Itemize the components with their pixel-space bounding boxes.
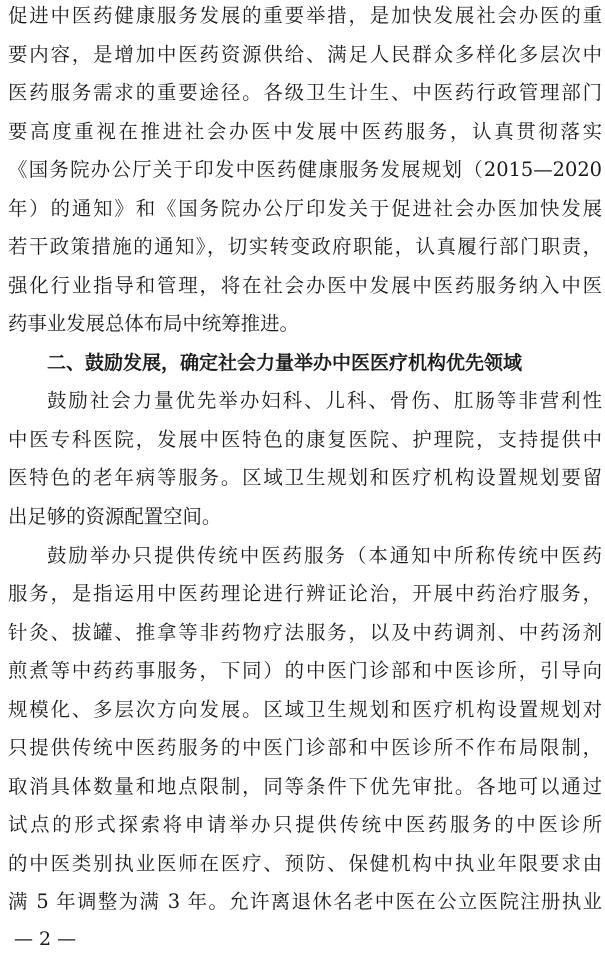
intro-line: 要内容，是增加中医药资源供给、满足人民群众多样化多层次中 xyxy=(8,43,602,66)
paragraph-line: 取消具体数量和地点限制，同等条件下优先审批。各地可以通过 xyxy=(8,775,602,798)
intro-line: 强化行业指导和管理，将在社会办医中发展中医药服务纳入中医 xyxy=(8,274,602,297)
page-number: — 2 — xyxy=(14,928,77,950)
paragraph-line: 鼓励举办只提供传统中医药服务（本通知中所称传统中医药 xyxy=(47,544,602,567)
paragraph-line: 中医专科医院，发展中医特色的康复医院、护理院，支持提供中 xyxy=(8,428,602,451)
paragraph-line: 只提供传统中医药服务的中医门诊部和中医诊所不作布局限制， xyxy=(8,736,602,759)
paragraph-line: 的中医类别执业医师在医疗、预防、保健机构中执业年限要求由 xyxy=(8,852,602,875)
paragraph-line: 试点的形式探索将申请举办只提供传统中医药服务的中医诊所 xyxy=(8,813,602,836)
paragraph-line: 煎煮等中药药事服务，下同）的中医门诊部和中医诊所，引导向 xyxy=(8,659,602,682)
intro-line: 《国务院办公厅关于印发中医药健康服务发展规划（2015—2020 xyxy=(8,158,602,181)
intro-line: 医药服务需求的重要途径。各级卫生计生、中医药行政管理部门 xyxy=(8,81,602,104)
intro-line: 促进中医药健康服务发展的重要举措，是加快发展社会办医的重 xyxy=(8,4,602,27)
paragraph-line: 服务，是指运用中医药理论进行辨证论治，开展中药治疗服务， xyxy=(8,582,602,605)
paragraph-line: 针灸、拔罐、推拿等非药物疗法服务，以及中药调剂、中药汤剂 xyxy=(8,621,602,644)
intro-line: 年）的通知》和《国务院办公厅印发关于促进社会办医加快发展 xyxy=(8,197,602,220)
paragraph-line: 医特色的老年病等服务。区域卫生规划和医疗机构设置规划要留 xyxy=(8,466,602,489)
paragraph-line: 鼓励社会力量优先举办妇科、儿科、骨伤、肛肠等非营利性 xyxy=(47,389,602,412)
intro-line: 要高度重视在推进社会办医中发展中医药服务，认真贯彻落实 xyxy=(8,120,602,143)
intro-line: 若干政策措施的通知》，切实转变政府职能，认真履行部门职责， xyxy=(8,235,602,258)
paragraph-line: 出足够的资源配置空间。 xyxy=(8,505,222,528)
paragraph-line: 满 5 年调整为满 3 年。允许离退休名老中医在公立医院注册执业 xyxy=(8,890,602,913)
paragraph-line: 规模化、多层次方向发展。区域卫生规划和医疗机构设置规划对 xyxy=(8,698,602,721)
section-heading: 二、鼓励发展，确定社会力量举办中医医疗机构优先领域 xyxy=(47,352,523,374)
intro-line: 药事业发展总体布局中统筹推进。 xyxy=(8,312,299,335)
